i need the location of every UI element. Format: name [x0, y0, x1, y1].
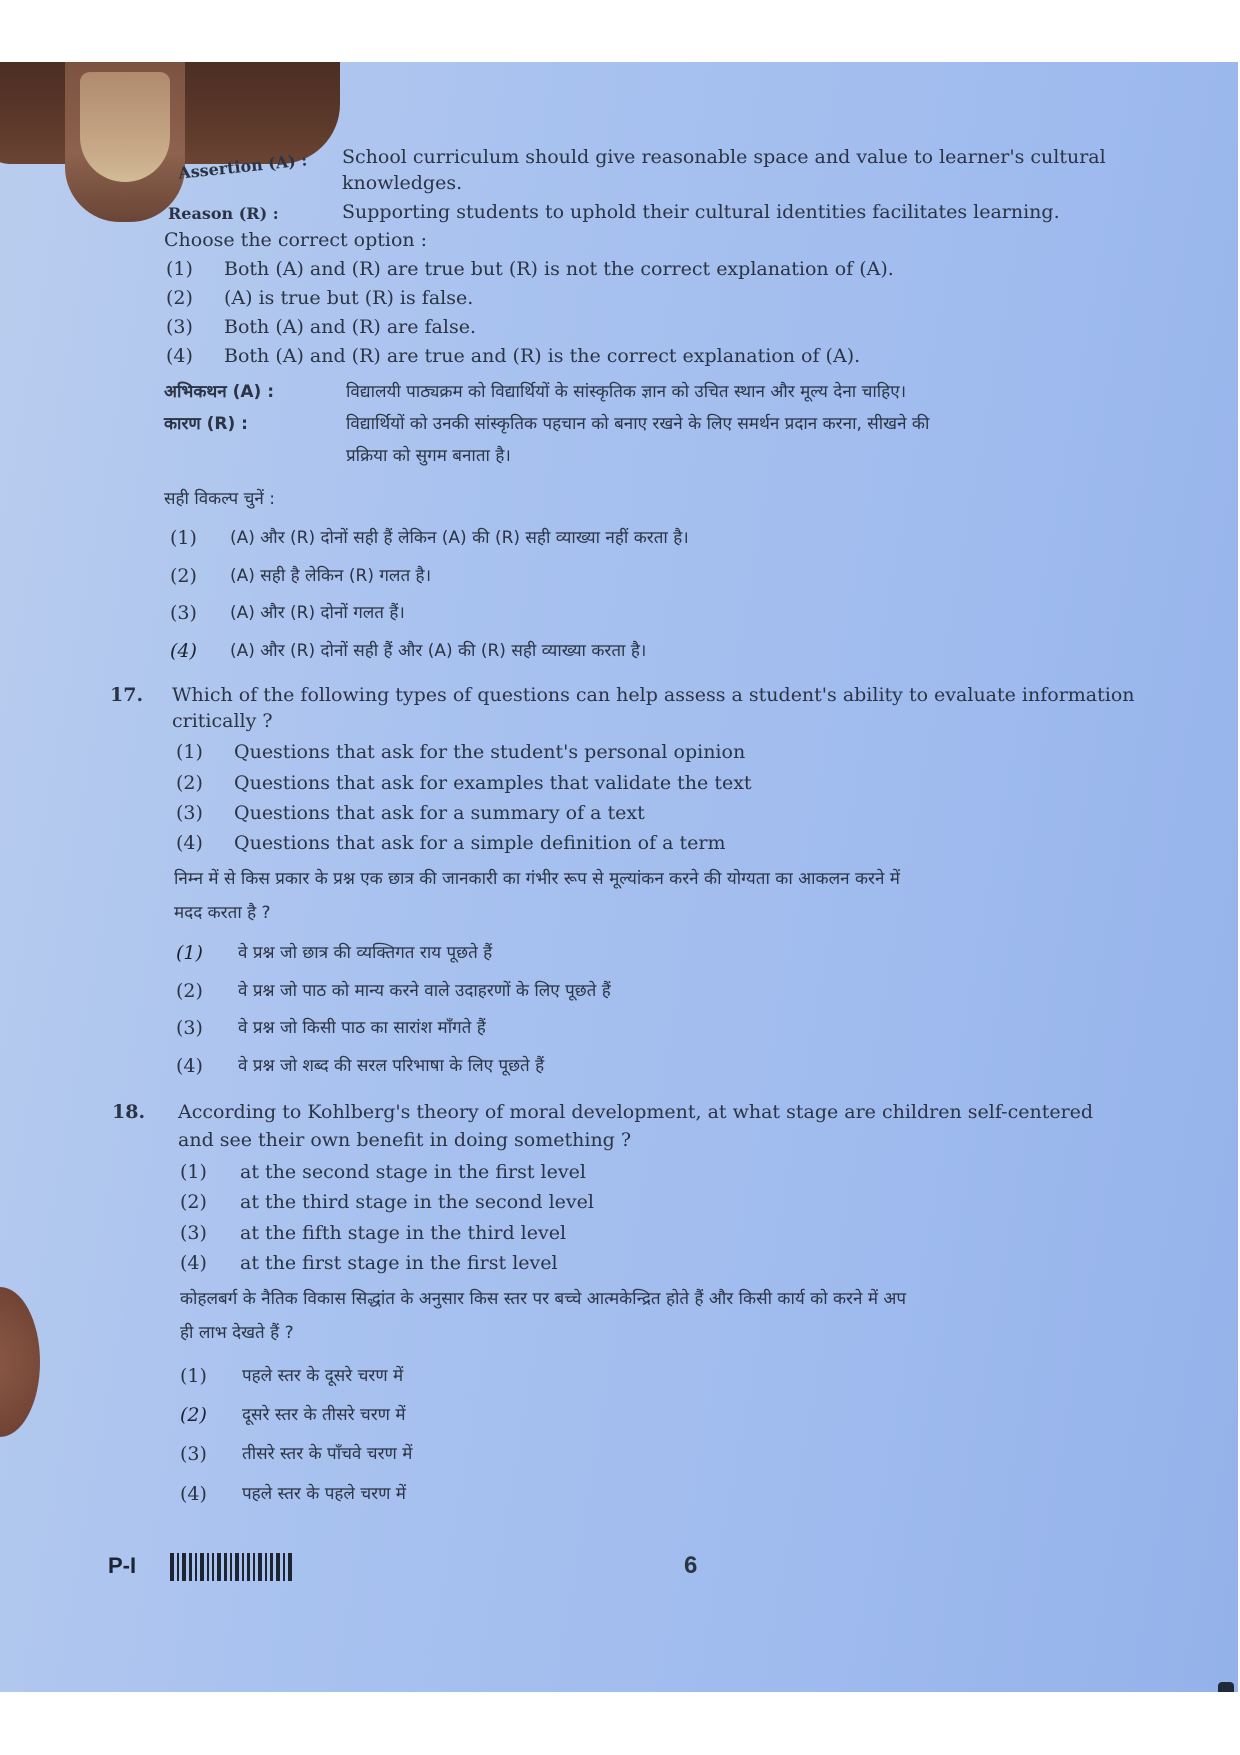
- q18-number: 18.: [112, 1101, 146, 1123]
- q16-hi-option-4-text: (A) और (R) दोनों सही हैं और (A) की (R) सही व्याख्या करता है।: [230, 641, 647, 661]
- q16-option-3-num: (3): [166, 316, 193, 338]
- q16-assertion-label: Assertion (A) :: [177, 150, 309, 183]
- q17-hi-option-2-num: (2): [176, 980, 203, 1002]
- q17-option-3-text: Questions that ask for a summary of a text: [234, 802, 645, 824]
- q17-hi-option-1-text: वे प्रश्न जो छात्र की व्यक्तिगत राय पूछते हैं: [238, 943, 493, 963]
- q16-hi-option-3-num: (3): [170, 602, 197, 624]
- q16-option-1-num: (1): [166, 258, 193, 280]
- q17-option-2-text: Questions that ask for examples that validate the text: [234, 772, 752, 794]
- finger-left-edge: [0, 1287, 40, 1437]
- q18-hi-option-1-num: (1): [180, 1365, 207, 1387]
- q18-hi-question-line2: ही लाभ देखते हैं ?: [180, 1323, 294, 1343]
- q16-hi-option-1-num: (1): [170, 527, 197, 549]
- q18-question-line1: According to Kohlberg's theory of moral development, at what stage are children self-centered: [178, 1101, 1094, 1123]
- q18-hi-option-4-text: पहले स्तर के पहले चरण में: [242, 1484, 406, 1504]
- q18-hi-option-4-num: (4): [180, 1483, 207, 1505]
- q17-hi-option-2-text: वे प्रश्न जो पाठ को मान्य करने वाले उदाहरणों के लिए पूछते हैं: [238, 981, 611, 1001]
- q18-hi-option-3-num: (3): [180, 1443, 207, 1465]
- q16-hi-assertion-text: विद्यालयी पाठ्यक्रम को विद्यार्थियों के सांस्कृतिक ज्ञान को उचित स्थान और मूल्य देना चाहिए।: [346, 382, 907, 402]
- q17-hi-option-1-num-marked: (1): [176, 942, 203, 964]
- q18-option-3-text: at the fifth stage in the third level: [240, 1222, 567, 1244]
- q18-hi-option-3-text: तीसरे स्तर के पाँचवे चरण में: [242, 1444, 413, 1464]
- q16-hi-option-2-num: (2): [170, 565, 197, 587]
- q16-hi-instruction: सही विकल्प चुनें :: [164, 489, 275, 509]
- q18-option-2-num: (2): [180, 1191, 207, 1213]
- q18-hi-option-1-text: पहले स्तर के दूसरे चरण में: [242, 1366, 404, 1386]
- thumbnail: [80, 72, 170, 182]
- q16-hi-option-4-num-marked: (4): [170, 640, 197, 662]
- q16-hi-option-3-text: (A) और (R) दोनों गलत हैं।: [230, 603, 405, 623]
- q16-hi-reason-label: कारण (R) :: [164, 414, 248, 434]
- paper-code: P-I: [108, 1553, 137, 1578]
- barcode-icon: [170, 1553, 295, 1581]
- q17-hi-question-line1: निम्न में से किस प्रकार के प्रश्न एक छात्र की जानकारी का गंभीर रूप से मूल्यांकन करने की योग्यता का आकलन करने में: [174, 869, 900, 889]
- q16-assertion-line1: School curriculum should give reasonable space and value to learner's cultural: [342, 146, 1106, 168]
- q17-hi-option-4-text: वे प्रश्न जो शब्द की सरल परिभाषा के लिए पूछते हैं: [238, 1056, 545, 1076]
- q16-option-4-text: Both (A) and (R) are true and (R) is the correct explanation of (A).: [224, 345, 861, 367]
- q17-option-3-num: (3): [176, 802, 203, 824]
- q16-option-2-text: (A) is true but (R) is false.: [224, 287, 474, 309]
- q16-hi-option-2-text: (A) सही है लेकिन (R) गलत है।: [230, 566, 432, 586]
- q16-hi-option-1-text: (A) और (R) दोनों सही हैं लेकिन (A) की (R) सही व्याख्या नहीं करता है।: [230, 528, 689, 548]
- q16-hi-reason-line2: प्रक्रिया को सुगम बनाता है।: [346, 446, 511, 466]
- q17-hi-option-3-text: वे प्रश्न जो किसी पाठ का सारांश माँगते हैं: [238, 1018, 486, 1038]
- q16-instruction: Choose the correct option :: [164, 229, 428, 251]
- q16-assertion-line2: knowledges.: [342, 172, 463, 194]
- q18-question-line2: and see their own benefit in doing something ?: [178, 1129, 632, 1151]
- q18-hi-question-line1: कोहलबर्ग के नैतिक विकास सिद्धांत के अनुसार किस स्तर पर बच्चे आत्मकेन्द्रित होते हैं और किसी कार्य को करने में अप: [180, 1289, 907, 1309]
- q16-option-2-num: (2): [166, 287, 193, 309]
- q18-hi-option-2-num-marked: (2): [180, 1404, 207, 1426]
- q17-option-2-num: (2): [176, 772, 203, 794]
- corner-mark: [1218, 1682, 1234, 1692]
- page-number: 6: [684, 1552, 698, 1579]
- q18-option-1-text: at the second stage in the first level: [240, 1161, 586, 1183]
- q17-hi-question-line2: मदद करता है ?: [174, 903, 271, 923]
- q16-reason-label: Reason (R) :: [168, 204, 279, 223]
- q17-option-1-num: (1): [176, 741, 203, 763]
- q17-question-line1: Which of the following types of questions can help assess a student's ability to evaluate information: [172, 684, 1135, 706]
- q18-option-2-text: at the third stage in the second level: [240, 1191, 594, 1213]
- q18-option-3-num: (3): [180, 1222, 207, 1244]
- q16-option-3-text: Both (A) and (R) are false.: [224, 316, 477, 338]
- q18-option-4-text: at the first stage in the first level: [240, 1252, 558, 1274]
- q16-reason-text: Supporting students to uphold their cultural identities facilitates learning.: [342, 201, 1060, 223]
- q18-option-4-num: (4): [180, 1252, 207, 1274]
- q17-hi-option-3-num: (3): [176, 1017, 203, 1039]
- q16-hi-assertion-label: अभिकथन (A) :: [164, 382, 275, 402]
- q18-hi-option-2-text: दूसरे स्तर के तीसरे चरण में: [242, 1405, 406, 1425]
- q16-option-1-text: Both (A) and (R) are true but (R) is not the correct explanation of (A).: [224, 258, 894, 280]
- q17-question-line2: critically ?: [172, 710, 273, 732]
- q17-option-1-text: Questions that ask for the student's personal opinion: [234, 741, 746, 763]
- q16-hi-reason-line1: विद्यार्थियों को उनकी सांस्कृतिक पहचान को बनाए रखने के लिए समर्थन प्रदान करना, सीखने की: [346, 414, 930, 434]
- q17-hi-option-4-num: (4): [176, 1055, 203, 1077]
- q17-number: 17.: [110, 684, 144, 706]
- q17-option-4-num: (4): [176, 832, 203, 854]
- q18-option-1-num: (1): [180, 1161, 207, 1183]
- q17-option-4-text: Questions that ask for a simple definition of a term: [234, 832, 726, 854]
- q16-option-4-num: (4): [166, 345, 193, 367]
